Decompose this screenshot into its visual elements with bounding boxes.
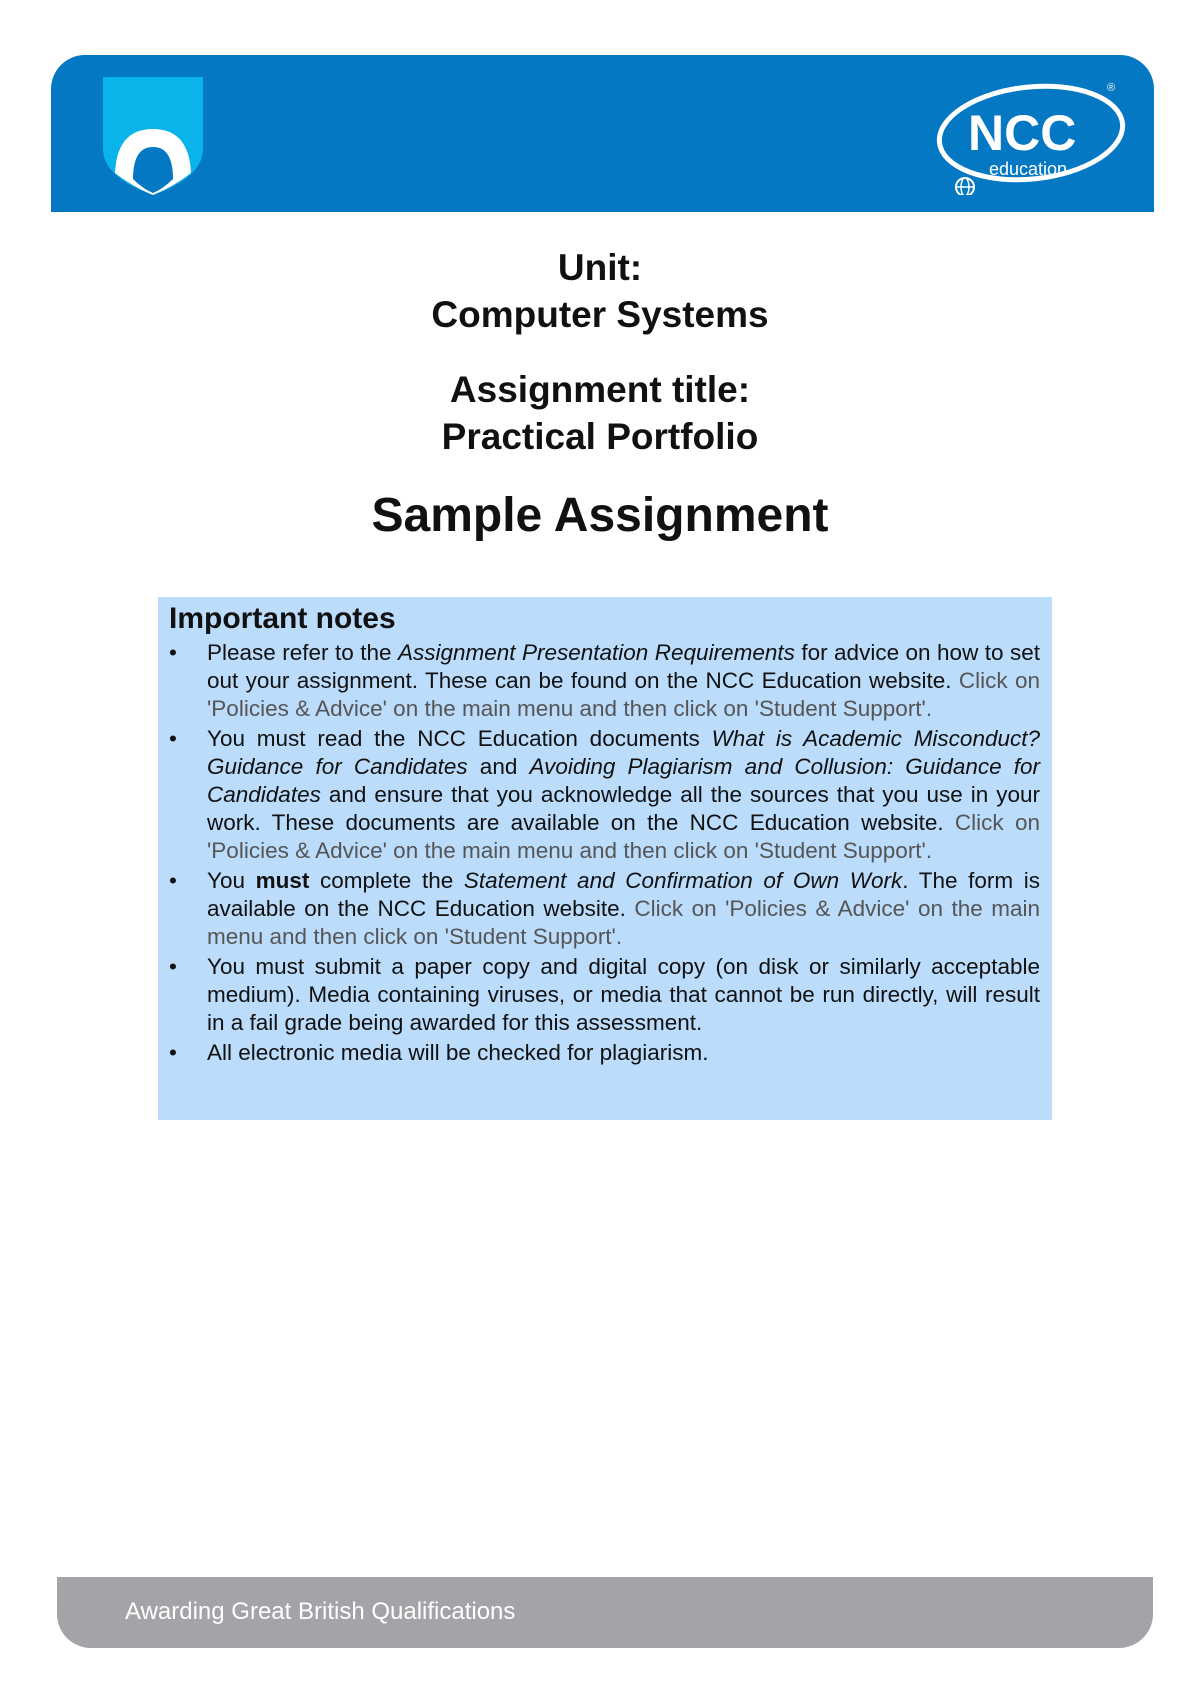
ncc-logo-subtext: education [989, 159, 1068, 179]
sample-assignment-title: Sample Assignment [371, 489, 829, 542]
header-banner [51, 55, 1154, 212]
notes-list [169, 639, 1040, 1067]
bullet-icon: • [169, 868, 177, 893]
unit-label: Unit: [557, 247, 643, 288]
bullet-icon: • [169, 1040, 177, 1065]
bullet-icon: • [169, 954, 177, 979]
notes-heading: Important notes [169, 602, 396, 635]
note-item: • You must complete the Statement and Confirmation of Own Work. The form is available on the NCC Education website. Click on 'Policies & Advice' on the main menu and then click on 'Student Support'. [169, 868, 1040, 949]
registered-mark: ® [1107, 82, 1116, 94]
assignment-title-label: Assignment title: [449, 369, 751, 410]
footer-band [57, 1577, 1153, 1648]
shield-logo-icon [103, 77, 203, 195]
bullet-icon: • [169, 640, 177, 665]
globe-icon [956, 178, 974, 195]
bullet-icon: • [169, 726, 177, 751]
note-item: • You must submit a paper copy and digital copy (on disk or similarly acceptable medium). Media containing viruses, or media that cannot be run directly, will result in a fail grade being awarded for this assessment. [169, 954, 1040, 1035]
footer-tagline: Awarding Great British Qualifications [125, 1598, 516, 1625]
unit-name: Computer Systems [431, 294, 769, 335]
ncc-logo-text: NCC [968, 105, 1077, 161]
note-item: • All electronic media will be checked for plagiarism. [169, 1040, 709, 1065]
important-notes-box [158, 597, 1052, 1120]
note-item: • Please refer to the Assignment Presentation Requirements for advice on how to set out your assignment. These can be found on the NCC Education website. Click on 'Policies & Advice' on the main menu and then click on 'Student Support'. [169, 640, 1041, 721]
ncc-education-logo [931, 75, 1131, 195]
note-item: • You must read the NCC Education documents What is Academic Misconduct? Guidance for Candidates and Avoiding Plagiarism and Collusion: Guidance for Candidates and ensure that you acknowledge all the sources that you use in your work. These documents are available on the NCC Education website. Click on 'Policies & Advice' on the main menu and then click on 'Student Support'. [169, 726, 1041, 863]
assignment-name: Practical Portfolio [441, 416, 759, 457]
